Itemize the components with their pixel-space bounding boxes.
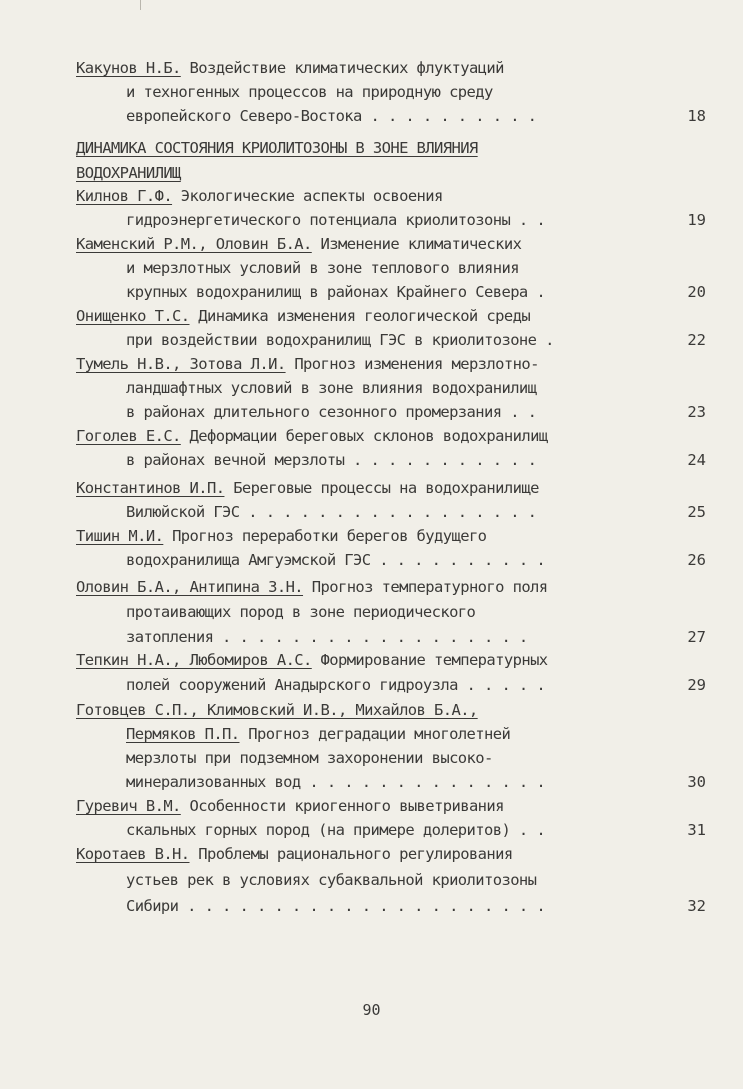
entry-authors: Тумель Н.В., Зотова Л.И. [76,355,286,373]
entry-first-line [76,234,521,254]
entry-title-line: Воздействие климатических флуктуаций [189,59,504,77]
entry-authors: Оловин Б.А., Антипина З.Н. [76,578,304,596]
section-heading-line: ДИНАМИКА СОСТОЯНИЯ КРИОЛИТОЗОНЫ В ЗОНЕ ВЛИЯНИЯ [76,139,478,157]
entry-title-line: Прогноз деградации многолетней [248,725,511,743]
entry-title-line: европейского Северо-Востока . . . . . . . . . . [126,107,537,125]
entry-authors: Тепкин Н.А., Любомиров А.С. [76,651,312,669]
entry-page-number: 18 [687,107,706,125]
page-folio: 90 [362,1001,381,1019]
entry-title-line: устьев рек в условиях субаквальной криолитозоны [126,871,537,889]
entry-page-number: 29 [687,676,706,694]
entry-page-number: 19 [687,211,706,229]
entry-title-line: гидроэнергетического потенциала криолитозоны . . [126,211,546,229]
entry-title-line: ландшафтных условий в зоне влияния водохранилищ [126,379,537,397]
entry-page-number: 30 [687,773,706,791]
entry-title-line: полей сооружений Анадырского гидроузла . . . . . [126,676,546,694]
entry-authors: Коротаев В.Н. [76,845,190,863]
entry-first-line [76,478,539,498]
entry-title-line: и техногенных процессов на природную среду [126,83,493,101]
entry-title-line: Береговые процессы на водохранилище [233,479,539,497]
entry-title-line: Сибири . . . . . . . . . . . . . . . . . . . . . [126,897,546,915]
entry-page-number: 26 [687,551,706,569]
entry-title-line: при воздействии водохранилищ ГЭС в криолитозоне . [126,331,554,349]
entry-first-line [76,526,486,546]
entry-first-line [76,700,478,720]
entry-first-line [76,844,513,864]
entry-first-line [76,577,548,597]
entry-title-line: минерализованных вод . . . . . . . . . . . . . . [126,773,546,791]
entry-page-number: 22 [687,331,706,349]
entry-authors: Онищенко Т.С. [76,307,190,325]
entry-page-number: 25 [687,503,706,521]
entry-authors: Константинов И.П. [76,479,225,497]
entry-first-line [76,186,443,206]
entry-title-line: Проблемы рационального регулирования [198,845,513,863]
entry-first-line [76,650,548,670]
entry-first-line [76,58,504,78]
entry-title-line: Деформации береговых склонов водохранилищ [189,427,548,445]
entry-authors: Килнов Г.Ф. [76,187,173,205]
entry-title-line: Особенности криогенного выветривания [189,797,504,815]
entry-page-number: 24 [687,451,706,469]
entry-title-line: Формирование температурных [320,651,548,669]
entry-title-line: крупных водохранилищ в районах Крайнего Севера . [126,283,546,301]
entry-authors: Гоголев Е.С. [76,427,181,445]
entry-title-line: Прогноз изменения мерзлотно- [294,355,539,373]
entry-title-line: водохранилища Амгуэмской ГЭС . . . . . . . . . . [126,551,546,569]
entry-title-line: мерзлоты при подземном захоронении высоко- [126,749,493,767]
entry-page-number: 27 [687,628,706,646]
entry-first-line [76,306,530,326]
entry-authors: Каменский Р.М., Оловин Б.А. [76,235,312,253]
entry-page-number: 20 [687,283,706,301]
entry-first-line [76,354,539,374]
entry-title-line: и мерзлотных условий в зоне теплового влияния [126,259,519,277]
entry-title-line: скальных горных пород (на примере долеритов) . . [126,821,546,839]
entry-first-line [76,426,548,446]
entry-page-number: 31 [687,821,706,839]
section-heading [76,138,478,188]
entry-authors: Пермяков П.П. [126,725,240,743]
entry-page-number: 23 [687,403,706,421]
entry-page-number: 32 [687,897,706,915]
entry-authors: Какунов Н.Б. [76,59,181,77]
entry-first-line [126,724,510,744]
entry-authors: Тишин М.И. [76,527,164,545]
entry-title-line: затопления . . . . . . . . . . . . . . . . . . [126,628,528,646]
entry-title-line: протаивающих пород в зоне периодического [126,603,476,621]
entry-title-line: Динамика изменения геологической среды [198,307,531,325]
entry-authors: Готовцев С.П., Климовский И.В., Михайлов Б.А., [76,701,478,719]
entry-title-line: Изменение климатических [320,235,522,253]
entry-title-line: Вилюйской ГЭС . . . . . . . . . . . . . . . . . [126,503,537,521]
entry-title-line: в районах длительного сезонного промерзания . . [126,403,537,421]
entry-title-line: в районах вечной мерзлоты . . . . . . . . . . . [126,451,537,469]
entry-authors: Гуревич В.М. [76,797,181,815]
entry-title-line: Прогноз температурного поля [311,578,548,596]
entry-title-line: Экологические аспекты освоения [180,187,443,205]
entry-first-line [76,796,504,816]
entry-title-line: Прогноз переработки берегов будущего [172,527,487,545]
section-heading-line: ВОДОХРАНИЛИЩ [76,164,181,182]
binding-mark [140,0,141,10]
